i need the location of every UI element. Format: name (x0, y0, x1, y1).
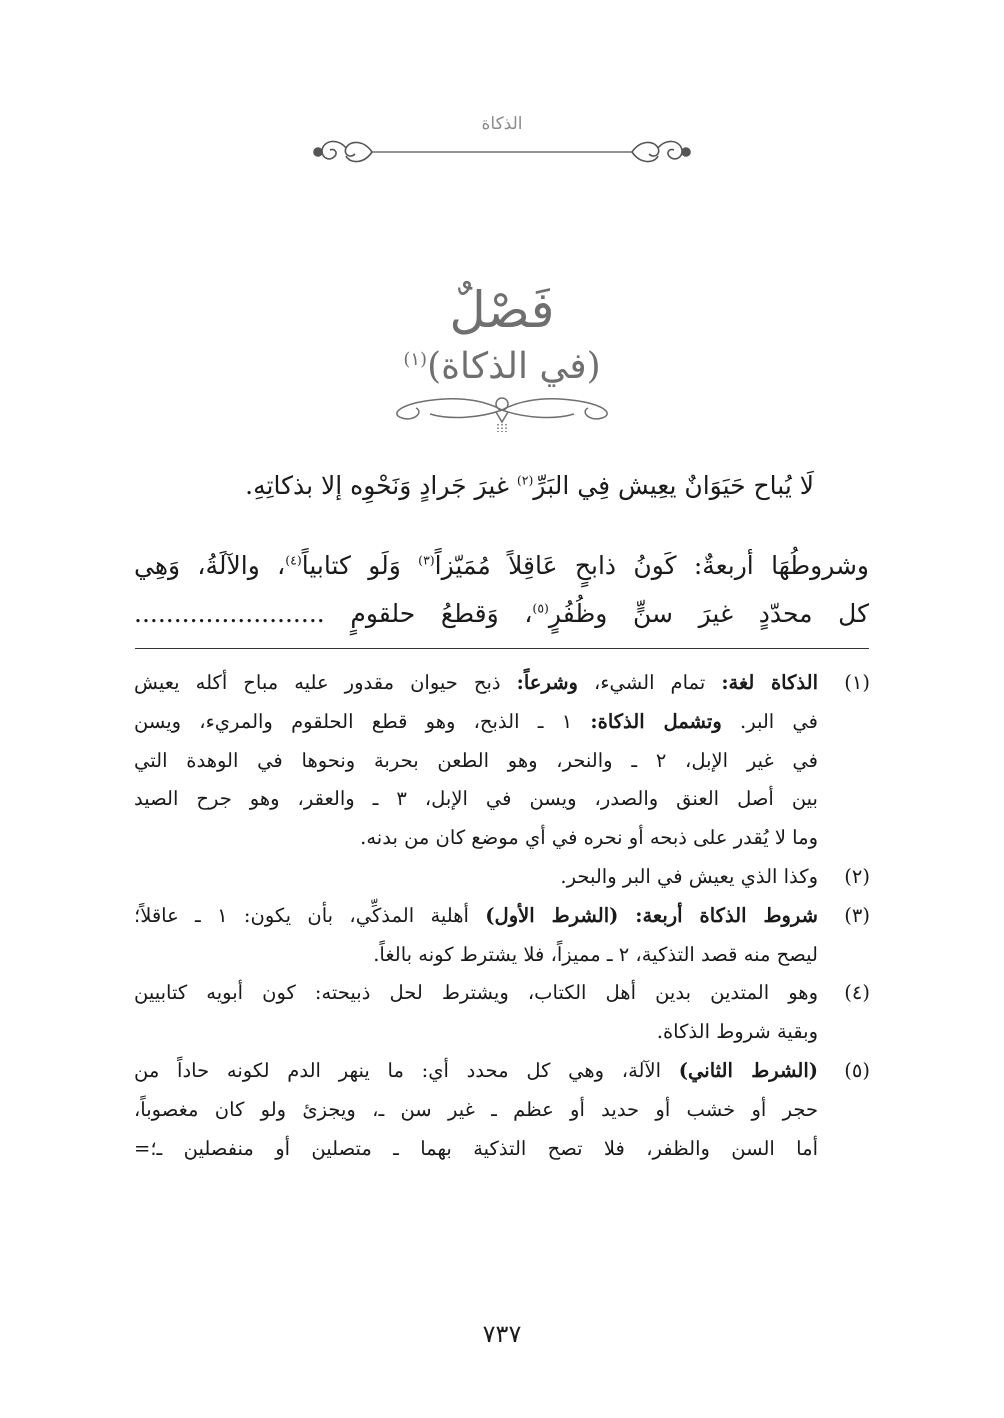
footnote-line (134, 742, 818, 781)
footnote-line (134, 974, 818, 1013)
footnote-text: وتشمل الذكاة: (590, 709, 722, 733)
footnote (134, 1052, 870, 1168)
footnote-text: (الشرط الثاني) (678, 1058, 818, 1082)
footnote (134, 858, 870, 897)
main-text-segment: لَا يُباح حَيَوَانٌ يعِيش فِي البَرِّ (533, 471, 814, 500)
section-subtitle-text: (في الذكاة) (427, 346, 601, 387)
footnote-text: وهو المتدين بدين أهل الكتاب، ويشترط لحل ذبيحته: كون أبويه كتابيين (134, 981, 818, 1005)
footnote-ref: (٢) (516, 472, 534, 488)
footnote-number: (١) (844, 671, 870, 694)
footnote-text: وبقية شروط الذكاة. (656, 1020, 818, 1044)
footnote-line (134, 858, 818, 897)
footnote-text: في غير الإبل، ٢ ـ والنحر، وهو الطعن بحربة ونحوها في الوهدة التي (134, 748, 818, 772)
footnote (134, 974, 870, 1052)
footnote-line (134, 1130, 818, 1169)
footnote-ref: (٣) (418, 552, 435, 568)
footnote-text: شروط الذكاة أربعة: (الشرط الأول) (485, 903, 819, 927)
footnote-number: (٤) (844, 981, 870, 1005)
main-text-segment: وشروطُهَا أربعةٌ: كَونُ ذابحٍ عَاقِلاً مُمَيّزاً (434, 551, 870, 580)
footnote-text: أما السن والظفر، فلا تصح التذكية بهما ـ متصلين أو منفصلين ـ؛= (134, 1136, 818, 1160)
footnote-text: أهلية المذكِّي، بأن يكون: ١ ـ عاقلاً؛ (134, 903, 486, 927)
main-text-line-2 (134, 546, 869, 586)
footnote-text: ذبح حيوان مقدور عليه مباح أكله يعيش (134, 671, 517, 694)
main-text-line-3 (134, 594, 869, 634)
footnote-line (134, 1091, 818, 1130)
footnote-number: (٥) (844, 1058, 870, 1082)
footnote-text: ١ ـ الذبح، وهو قطع الحلقوم والمريء، ويسن (134, 709, 591, 733)
header-ornament (310, 134, 694, 170)
footnote (134, 897, 870, 975)
footnotes (134, 664, 870, 1168)
footnote-line (134, 703, 818, 742)
main-text-segment: وَلَو كتابياً (301, 551, 419, 580)
footnote-number: (٣) (844, 903, 870, 927)
footnote-text: الآلة، وهي كل محدد أي: ما ينهر الدم لكونه حاداً من (134, 1058, 679, 1082)
footnote (134, 664, 870, 858)
footnote-line (134, 936, 818, 975)
footnote-ref: (٤) (285, 552, 302, 568)
main-text-segment: كل محدّدٍ غيرَ سنٍّ وظُفُرٍ (548, 599, 869, 628)
footnote-text: وما لا يُقدر على ذبحه أو نحره في أي موضع كان من بدنه. (360, 826, 818, 850)
footnote-text: وكذا الذي يعيش في البر والبحر. (560, 864, 818, 888)
section-subtitle (0, 344, 1004, 390)
footnote-line (134, 1013, 818, 1052)
footnote-text: في البر. (721, 709, 818, 733)
footnote-number: (٢) (844, 864, 870, 888)
footnote-text: الذكاة لغة: (721, 671, 818, 694)
footnote-text: بين أصل العنق والصدر، ويسن في الإبل، ٣ ـ والعقر، وهو جرح الصيد (134, 787, 818, 811)
heading-ornament (380, 388, 624, 434)
ellipsis-leader: ........................ (134, 599, 325, 628)
footnote-line (134, 780, 818, 819)
footnote-text: تمام الشيء، (577, 671, 722, 694)
main-text-line-1 (134, 466, 814, 506)
footnote-ref: (١) (403, 349, 428, 370)
main-text-segment: ، وَقطعُ حلقومٍ (350, 599, 533, 628)
footnote-separator (135, 648, 869, 649)
footnote-text: ليصح منه قصد التذكية، ٢ ـ مميزاً، فلا يشترط كونه بالغاً. (373, 942, 818, 966)
footnote-line (134, 664, 818, 703)
page-number: ٧٣٧ (482, 1320, 522, 1348)
footnote-ref: (٥) (532, 600, 549, 616)
footnote-line (134, 1052, 818, 1091)
running-header-title: الذكاة (481, 114, 523, 134)
section-title: فَصْلٌ (449, 281, 555, 339)
footnote-text: وشرعاً: (516, 671, 578, 694)
footnote-line (134, 819, 818, 858)
main-text-segment: ، والآلَةُ، وَهِي (134, 551, 286, 580)
main-text-segment: غيرَ جَرادٍ وَنَحْوِه إلا بذكاتِهِ. (245, 471, 517, 500)
footnote-text: حجر أو خشب أو حديد أو عظم ـ غير سن ـ، ويجزئ ولو كان مغصوباً، (134, 1097, 818, 1121)
footnote-line (134, 897, 818, 936)
